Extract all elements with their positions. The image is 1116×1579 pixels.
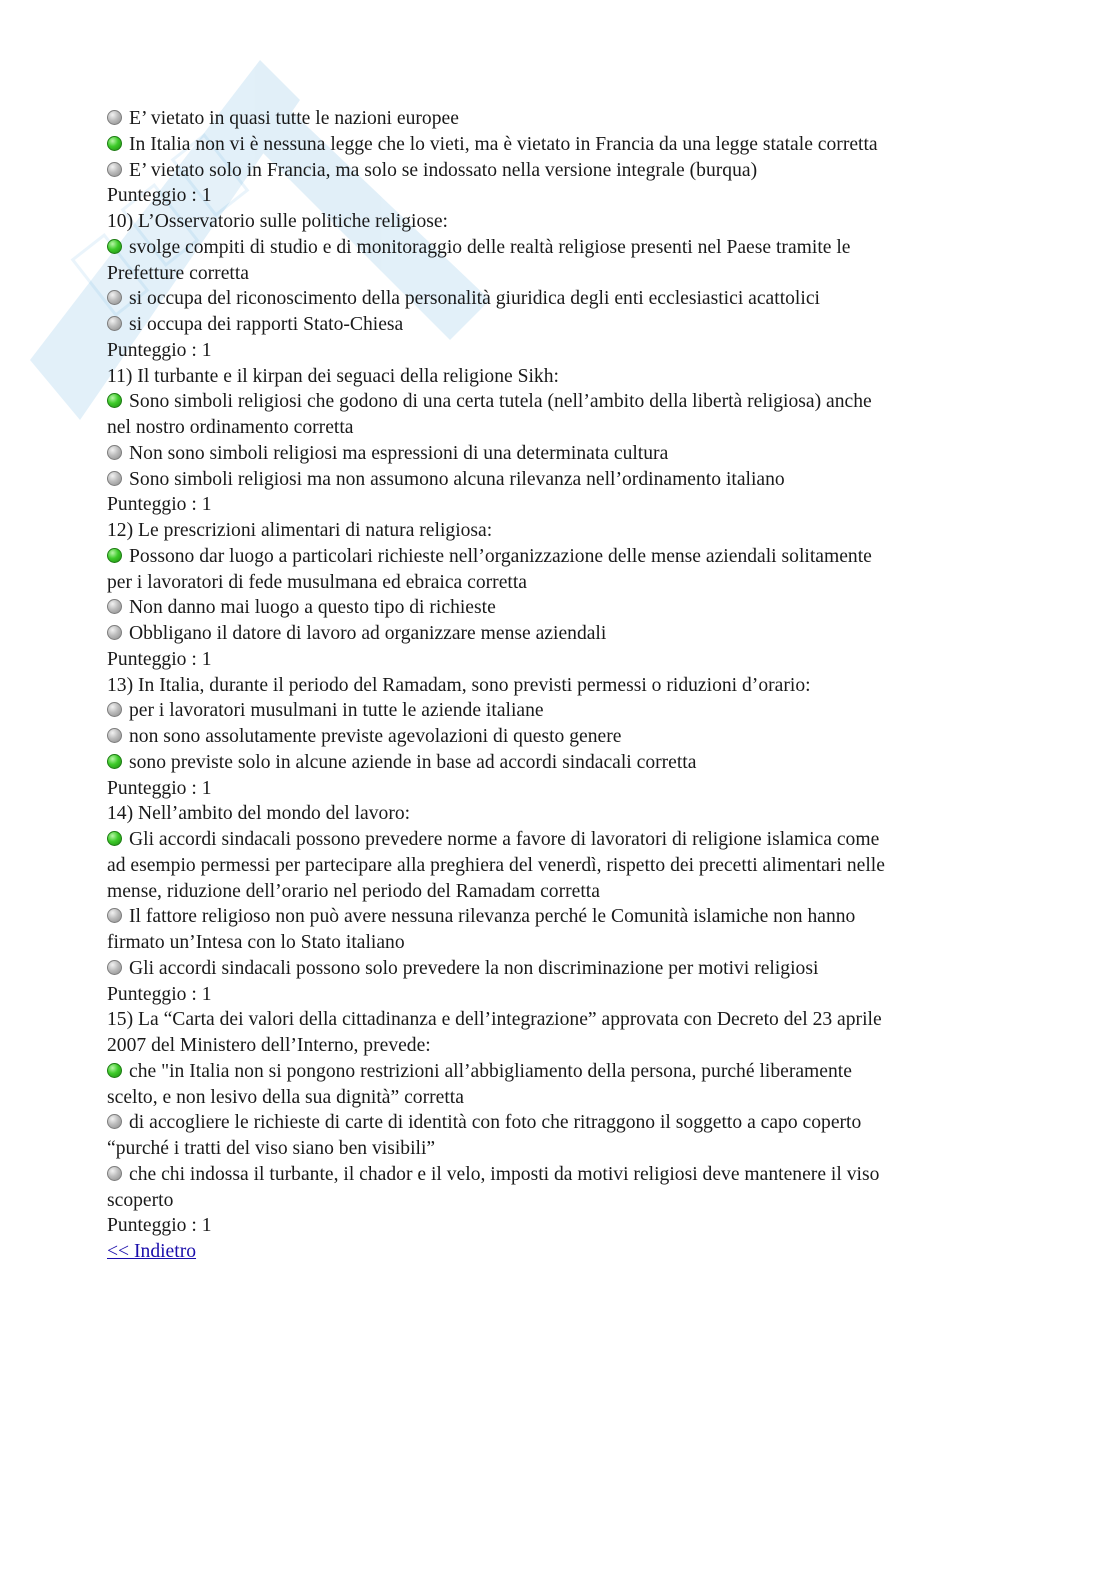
answer-continuation: scelto, e non lesivo della sua dignità” corretta	[107, 1086, 464, 1108]
gray-radio-icon	[107, 960, 122, 975]
green-radio-icon	[107, 548, 122, 563]
gray-radio-icon	[107, 1166, 122, 1181]
gray-radio-icon	[107, 471, 122, 486]
score-line: Punteggio : 1	[107, 648, 212, 670]
gray-radio-icon	[107, 702, 122, 717]
gray-radio-icon	[107, 316, 122, 331]
answer-option-correct: Possono dar luogo a particolari richieste nell’organizzazione delle mense aziendali solitamente	[107, 544, 1007, 570]
answer-option-correct: sono previste solo in alcune aziende in base ad accordi sindacali corretta	[107, 750, 1007, 776]
quiz-results	[107, 106, 1007, 1265]
answer-continuation: scoperto	[107, 1189, 174, 1211]
answer-option: si occupa del riconoscimento della personalità giuridica degli enti ecclesiastici acattolici	[107, 286, 1007, 312]
question-continuation: 2007 del Ministero dell’Interno, prevede:	[107, 1035, 431, 1056]
answer-option: Non danno mai luogo a questo tipo di richieste	[107, 595, 1007, 621]
green-radio-icon	[107, 754, 122, 769]
back-link[interactable]: << Indietro	[107, 1241, 197, 1262]
answer-option: Obbligano il datore di lavoro ad organizzare mense aziendali	[107, 621, 1007, 647]
score-line: Punteggio : 1	[107, 1215, 212, 1237]
score-line: Punteggio : 1	[107, 983, 212, 1005]
answer-option-correct: svolge compiti di studio e di monitoraggio delle realtà religiose presenti nel Paese tramite le	[107, 235, 1007, 261]
answer-option: di accogliere le richieste di carte di identità con foto che ritraggono il soggetto a capo coperto	[107, 1110, 1007, 1136]
gray-radio-icon	[107, 110, 122, 125]
answer-continuation: per i lavoratori di fede musulmana ed ebraica corretta	[107, 571, 527, 593]
green-radio-icon	[107, 1063, 122, 1078]
answer-continuation: “purché i tratti del viso siano ben visibili”	[107, 1138, 436, 1159]
gray-radio-icon	[107, 599, 122, 614]
gray-radio-icon	[107, 162, 122, 177]
answer-option: Il fattore religioso non può avere nessuna rilevanza perché le Comunità islamiche non hanno	[107, 904, 1007, 930]
answer-option-correct: In Italia non vi è nessuna legge che lo vieti, ma è vietato in Francia da una legge statale corretta	[107, 132, 1007, 158]
gray-radio-icon	[107, 728, 122, 743]
score-line: Punteggio : 1	[107, 777, 212, 799]
answer-continuation: firmato un’Intesa con lo Stato italiano	[107, 932, 405, 953]
green-radio-icon	[107, 393, 122, 408]
answer-option: per i lavoratori musulmani in tutte le aziende italiane	[107, 698, 1007, 724]
answer-option-correct: Sono simboli religiosi che godono di una certa tutela (nell’ambito della libertà religiosa) anche	[107, 389, 1007, 415]
gray-radio-icon	[107, 625, 122, 640]
question-10: 10) L’Osservatorio sulle politiche religiose:	[107, 211, 449, 232]
gray-radio-icon	[107, 445, 122, 460]
answer-option: Non sono simboli religiosi ma espressioni di una determinata cultura	[107, 441, 1007, 467]
gray-radio-icon	[107, 1114, 122, 1129]
answer-option: si occupa dei rapporti Stato-Chiesa	[107, 312, 1007, 338]
score-line: Punteggio : 1	[107, 185, 212, 207]
question-12: 12) Le prescrizioni alimentari di natura religiosa:	[107, 520, 493, 541]
green-radio-icon	[107, 831, 122, 846]
gray-radio-icon	[107, 290, 122, 305]
question-13: 13) In Italia, durante il periodo del Ramadam, sono previsti permessi o riduzioni d’orario:	[107, 674, 811, 696]
answer-option: Gli accordi sindacali possono solo prevedere la non discriminazione per motivi religiosi	[107, 956, 1007, 982]
question-11: 11) Il turbante e il kirpan dei seguaci della religione Sikh:	[107, 365, 559, 387]
question-15: 15) La “Carta dei valori della cittadinanza e dell’integrazione” approvata con Decreto del 23 aprile	[107, 1009, 882, 1031]
answer-option: che chi indossa il turbante, il chador e il velo, imposti da motivi religiosi deve mantenere il viso	[107, 1162, 1007, 1188]
green-radio-icon	[107, 239, 122, 254]
answer-continuation: Prefetture corretta	[107, 262, 249, 284]
score-line: Punteggio : 1	[107, 494, 212, 516]
gray-radio-icon	[107, 908, 122, 923]
answer-continuation: ad esempio permessi per partecipare alla preghiera del venerdì, rispetto dei precetti alimentari nelle	[107, 854, 885, 876]
question-14: 14) Nell’ambito del mondo del lavoro:	[107, 803, 411, 825]
answer-option-correct: Gli accordi sindacali possono prevedere norme a favore di lavoratori di religione islamica come	[107, 827, 1007, 853]
score-line: Punteggio : 1	[107, 339, 212, 361]
answer-option-correct: che "in Italia non si pongono restrizioni all’abbigliamento della persona, purché liberamente	[107, 1059, 1007, 1085]
answer-option: E’ vietato solo in Francia, ma solo se indossato nella versione integrale (burqua)	[107, 158, 1007, 184]
answer-continuation: nel nostro ordinamento corretta	[107, 417, 354, 438]
answer-option: Sono simboli religiosi ma non assumono alcuna rilevanza nell’ordinamento italiano	[107, 467, 1007, 493]
answer-continuation: mense, riduzione dell’orario nel periodo del Ramadam corretta	[107, 880, 600, 902]
answer-option: E’ vietato in quasi tutte le nazioni europee	[107, 106, 1007, 132]
answer-option: non sono assolutamente previste agevolazioni di questo genere	[107, 724, 1007, 750]
green-radio-icon	[107, 136, 122, 151]
